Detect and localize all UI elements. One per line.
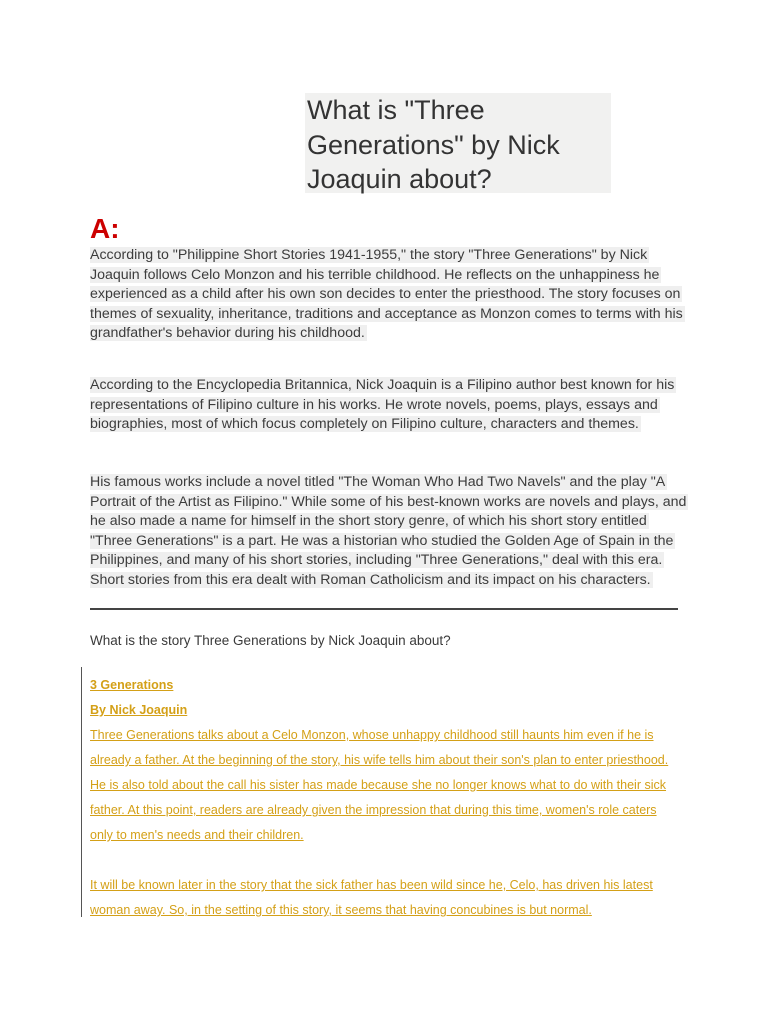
excerpt-paragraph-1[interactable]: Three Generations talks about a Celo Monzon, whose unhappy childhood still haunts him even if he is already a father. At the beginning of the story, his wife tells him about their son's plan to enter priesthood. He is also told about the call his sister has made because she no longer knows what to do with their sick father. At this point, readers are already given the impression that during this time, women's role caters only to men's needs and their children. [90, 728, 669, 842]
answer-paragraph-1 [90, 246, 690, 344]
excerpt-paragraph-2[interactable]: It will be known later in the story that the sick father has been wild since he, Celo, has driven his latest woman away. So, in the setting of this story, it seems that having concubines is but normal. [90, 878, 653, 917]
quoted-excerpt [90, 673, 690, 923]
answer-paragraph-2 [90, 376, 690, 435]
excerpt-heading-link[interactable]: 3 Generations [90, 678, 174, 692]
question-title-box [305, 93, 611, 193]
answer-paragraph-3-text: His famous works include a novel titled "The Woman Who Had Two Navels" and the play "A Portrait of the Artist as Filipino." While some of his best-known works are novels and plays, and he also made a name for himself in the short story genre, of which his short story entitled "Three Generations" is a part. He was a historian who studied the Golden Age of Spain in the Philippines, and many of his short stories, including "Three Generations," deal with this era. Short stories from this era dealt with Roman Catholicism and its impact on his characters. [90, 474, 687, 588]
answer-paragraph-1-text: According to "Philippine Short Stories 1941-1955," the story "Three Generations" by Nick Joaquin follows Celo Monzon and his terrible childhood. He reflects on the unhappiness he experienced as a child after his own son decides to enter the priesthood. The story focuses on themes of sexuality, inheritance, traditions and acceptance as Monzon comes to terms with his grandfather's behavior during his childhood. [90, 247, 683, 341]
sub-question: What is the story Three Generations by Nick Joaquin about? [90, 633, 451, 648]
answer-paragraph-2-text: According to the Encyclopedia Britannica, Nick Joaquin is a Filipino author best known for his representations of Filipino culture in his works. He wrote novels, poems, plays, essays and biographies, most of which focus completely on Filipino culture, characters and themes. [90, 377, 675, 432]
answer-label: A: [90, 213, 120, 244]
excerpt-byline-link[interactable]: By Nick Joaquin [90, 703, 188, 717]
quote-left-bar [81, 667, 82, 917]
question-title: What is "Three Generations" by Nick Joaquin about? [307, 95, 560, 194]
answer-paragraph-3 [90, 473, 690, 590]
section-divider [90, 608, 678, 610]
